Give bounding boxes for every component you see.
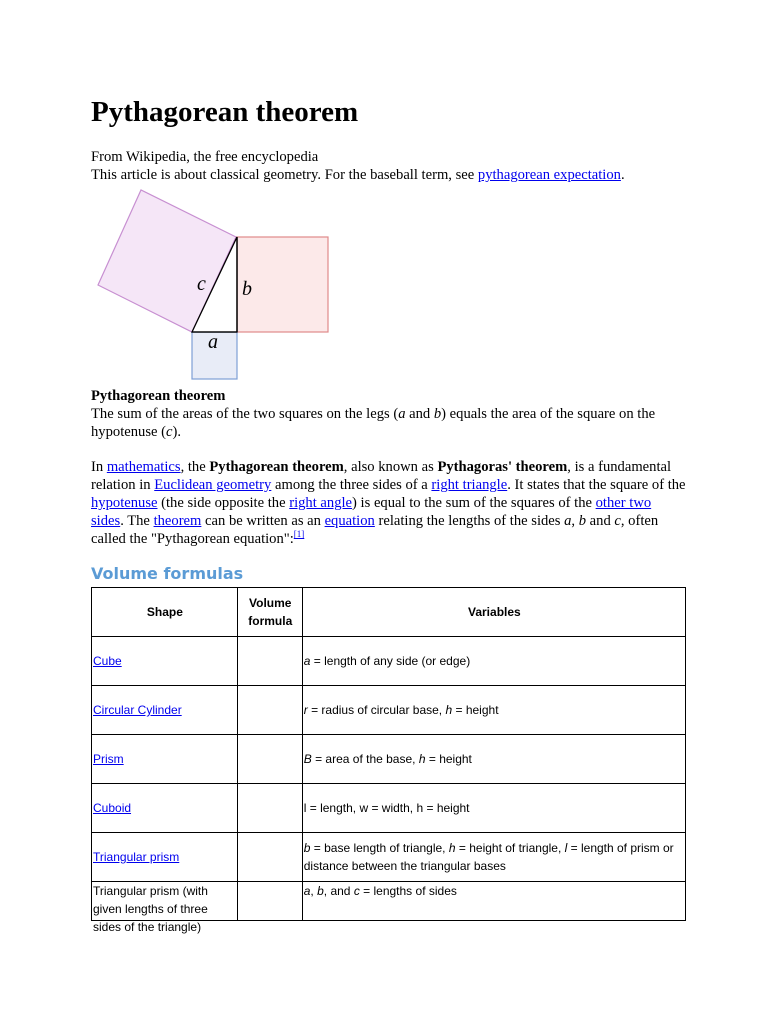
table-header-row (92, 588, 686, 637)
table-row (92, 882, 686, 921)
volume-formulas-table (91, 587, 686, 934)
var: b (317, 884, 324, 898)
reference-1[interactable]: [1] (293, 529, 305, 540)
variables-cell: l = length, w = width, h = height (302, 784, 685, 833)
lead-text: . It states that the square of the (507, 477, 686, 493)
header-volume-formula: Volume formula (237, 588, 302, 637)
label-a: a (208, 331, 218, 353)
formula-cell (237, 882, 302, 921)
var: c (353, 884, 360, 898)
var-text: = area of the base, (311, 752, 419, 766)
lead-text: . The (120, 513, 154, 529)
var-text: = height (425, 752, 472, 766)
lead-bold-term: Pythagoras' theorem (437, 459, 568, 475)
var: l (564, 841, 568, 855)
link-prism[interactable]: Prism (93, 752, 124, 766)
var: a (303, 884, 311, 898)
lead-text: , often called the "Pythagorean equation": (91, 513, 659, 547)
lead-text: (the side opposite the (157, 495, 290, 511)
caption-part: ) equals the area of the square on the hypotenuse ( (91, 406, 656, 440)
pythagorean-diagram (96, 190, 336, 384)
lead-text: , also known as (343, 459, 438, 475)
caption-text (91, 405, 686, 441)
caption-var-a: a (398, 406, 406, 422)
lead-text: , the (180, 459, 210, 475)
var-text: = lengths of sides (359, 884, 457, 898)
var: B (303, 752, 312, 766)
var-text: = length of any side (or edge) (310, 654, 471, 668)
table-row (92, 833, 686, 882)
var-text: = height of triangle, (455, 841, 565, 855)
var-text: , (310, 884, 318, 898)
tagline: From Wikipedia, the free encyclopedia (91, 149, 319, 165)
hatnote-end: . (620, 167, 625, 183)
lead-var-b: b (578, 513, 587, 529)
lead-var-a: a (564, 513, 572, 529)
lead-text: can be written as an (201, 513, 325, 529)
link-right-triangle[interactable]: right triangle (431, 477, 508, 493)
table-row (92, 686, 686, 735)
link-other-two-sides[interactable]: other two sides (91, 495, 652, 529)
caption-part: and (405, 406, 434, 422)
section-heading-volume-formulas: Volume formulas (91, 564, 244, 583)
var: h (418, 752, 426, 766)
var-text: = radius of circular base, (307, 703, 446, 717)
lead-text: , is a fundamental relation in (91, 459, 672, 493)
pythagorean-figure (96, 190, 336, 389)
lead-var-c: c (614, 513, 621, 529)
lead-paragraph (91, 458, 686, 548)
var: b (303, 841, 311, 855)
lead-text: ) is equal to the sum of the squares of the (352, 495, 596, 511)
caption-part: ). (172, 424, 181, 440)
label-c: c (197, 273, 206, 295)
var-text: = base length of triangle, (310, 841, 449, 855)
var-text: , and (323, 884, 354, 898)
variables-cell (302, 637, 685, 686)
lead-text: relating the lengths of the sides (374, 513, 565, 529)
var: h (448, 841, 456, 855)
variables-cell (302, 882, 685, 921)
table-row (92, 784, 686, 833)
var-text: = height (452, 703, 499, 717)
link-right-angle[interactable]: right angle (289, 495, 353, 511)
caption-part: The sum of the areas of the two squares on the legs ( (91, 406, 399, 422)
formula-cell (237, 784, 302, 833)
link-pythagorean-expectation[interactable]: pythagorean expectation (477, 167, 621, 183)
lead-text: among the three sides of a (271, 477, 432, 493)
var-text: = length of prism or distance between the triangular bases (303, 841, 674, 873)
variables-cell (302, 833, 685, 882)
lead-text: In (91, 459, 107, 475)
link-equation[interactable]: equation (324, 513, 375, 529)
link-hypotenuse[interactable]: hypotenuse (91, 495, 158, 511)
caption-var-c: c (165, 424, 173, 440)
link-circular-cylinder[interactable]: Circular Cylinder (93, 703, 182, 717)
formula-cell (237, 637, 302, 686)
formula-cell (237, 833, 302, 882)
link-cube[interactable]: Cube (93, 654, 122, 668)
hatnote-text: This article is about classical geometry. For the baseball term, see (91, 167, 478, 183)
shape-text-triangular-prism-given-sides: Triangular prism (with given lengths of three sides of the triangle) (93, 884, 208, 934)
header-variables: Variables (302, 588, 685, 637)
variables-cell (302, 735, 685, 784)
link-triangular-prism[interactable]: Triangular prism (93, 850, 180, 864)
caption-title: Pythagorean theorem (91, 388, 226, 404)
lead-bold-term: Pythagorean theorem (209, 459, 344, 475)
link-euclidean-geometry[interactable]: Euclidean geometry (154, 477, 272, 493)
table-row (92, 637, 686, 686)
var: a (303, 654, 311, 668)
label-b: b (242, 278, 252, 300)
var: h (445, 703, 453, 717)
figure-caption (91, 387, 686, 441)
caption-var-b: b (433, 406, 442, 422)
link-mathematics[interactable]: mathematics (106, 459, 181, 475)
page-title: Pythagorean theorem (91, 96, 359, 128)
header-shape: Shape (92, 588, 238, 637)
hatnote (91, 166, 691, 184)
link-cuboid[interactable]: Cuboid (93, 801, 132, 815)
formula-cell (237, 735, 302, 784)
variables-cell (302, 686, 685, 735)
formula-cell (237, 686, 302, 735)
var: r (303, 703, 308, 717)
lead-text: , (571, 513, 579, 529)
table-row (92, 735, 686, 784)
lead-text: and (586, 513, 615, 529)
link-theorem[interactable]: theorem (153, 513, 202, 529)
